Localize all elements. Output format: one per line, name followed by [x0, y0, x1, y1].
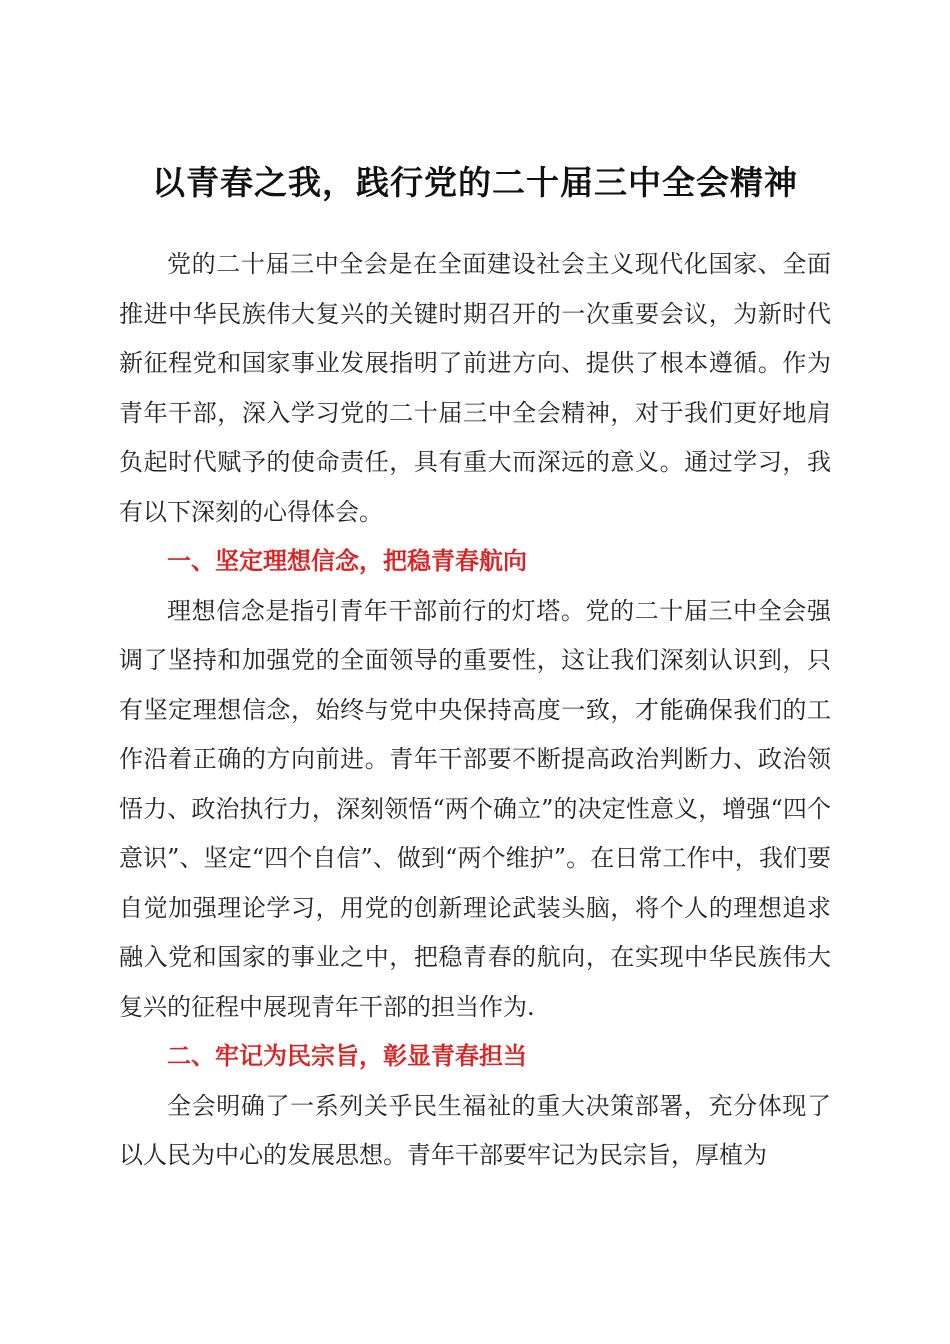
intro-paragraph: 党的二十届三中全会是在全面建设社会主义现代化国家、全面推进中华民族伟大复兴的关键时期召开的一次重要会议，为新时代新征程党和国家事业发展指明了前进方向、提供了根本遵循。作为青年干部，深入学习党的二十届三中全会精神，对于我们更好地肩负起时代赋予的使命责任，具有重大而深远的意义。通过学习，我有以下深刻的心得体会。	[119, 250, 831, 526]
section-body-2: 全会明确了一系列关乎民生福祉的重大决策部署，充分体现了以人民为中心的发展思想。青年干部要牢记为民宗旨，厚植为	[119, 1091, 831, 1169]
document-title: 以青春之我，践行党的二十届三中全会精神	[152, 163, 798, 202]
section-heading-2: 二、牢记为民宗旨，彰显青春担当	[167, 1042, 527, 1070]
section-heading-1: 一、坚定理想信念，把稳青春航向	[167, 547, 527, 575]
document-body	[119, 240, 831, 1181]
section-body-1: 理想信念是指引青年干部前行的灯塔。党的二十届三中全会强调了坚持和加强党的全面领导的重要性，这让我们深刻认识到，只有坚定理想信念，始终与党中央保持高度一致，才能确保我们的工作沿着正确的方向前进。青年干部要不断提高政治判断力、政治领悟力、政治执行力，深刻领悟“两个确立”的决定性意义，增强“四个意识”、坚定“四个自信”、做到“两个维护”。在日常工作中，我们要自觉加强理论学习，用党的创新理论武装头脑，将个人的理想追求融入党和国家的事业之中，把稳青春的航向，在实现中华民族伟大复兴的征程中展现青年干部的担当作为.	[119, 596, 831, 1021]
